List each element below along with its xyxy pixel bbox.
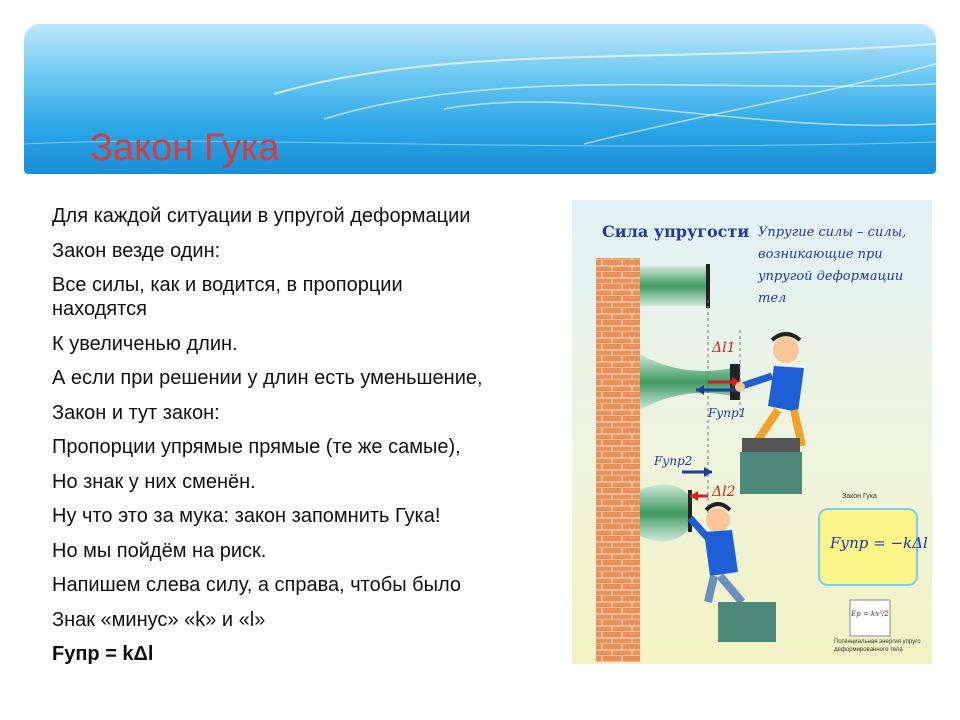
poem-line: Знак «минус» «k» и «l»: [52, 608, 266, 631]
poem-line: Для каждой ситуации в упругой деформации: [52, 205, 471, 227]
poem-line: Все силы, как и водится, в пропорции находятся: [52, 274, 403, 320]
label-fupr1: Fупр1: [708, 406, 747, 420]
poem-line: А если при решении у длин есть уменьшение,: [52, 367, 483, 389]
formula-ep-box: [850, 600, 890, 636]
poem-line: Ну что это за мука: закон запомнить Гука!: [52, 505, 441, 527]
poem-line: Закон везде один:: [52, 239, 221, 262]
person-pulling: [735, 334, 804, 452]
poem-line: Но мы пойдём на риск.: [52, 539, 267, 562]
energy-note: Потенциальная энергия упруго деформированного тела: [834, 639, 921, 653]
pedestal-bottom: [718, 602, 776, 642]
figure-definition: Упругие силы – силы, возникающие при упругой деформации тел: [758, 225, 907, 306]
pedestal-top: [740, 452, 802, 494]
poem-line: Пропорции упрямые прямые (те же самые),: [52, 436, 461, 458]
label-dl1: Δl1: [712, 340, 736, 356]
formula-line: Fупр = kΔl: [52, 643, 154, 665]
poem-line: Напишем слева силу, а справа, чтобы было: [52, 574, 461, 596]
poem-line: Но знак у них сменён.: [52, 470, 256, 493]
poem-line: Закон и тут закон:: [52, 401, 220, 424]
label-dl2: Δl2: [712, 484, 736, 500]
hooke-formula: Fупр = −kΔl: [830, 534, 928, 552]
spring-rest: [640, 266, 708, 306]
label-fupr2: Fупр2: [654, 454, 693, 468]
poem-line: К увеличенью длин.: [52, 332, 238, 355]
person-pushing: [690, 504, 742, 602]
poem-text: [52, 204, 572, 677]
figure-small-title: Закон Гука: [842, 493, 877, 500]
brick-wall: [596, 258, 640, 662]
spring-compressed: [640, 484, 690, 541]
formula-box: [818, 508, 928, 586]
slide-title: Закон Гука: [90, 127, 280, 169]
figure-title: Сила упругости: [602, 222, 750, 241]
energy-formula: Ep = kx²/2: [851, 610, 889, 618]
elastic-force-illustration: [572, 200, 932, 664]
